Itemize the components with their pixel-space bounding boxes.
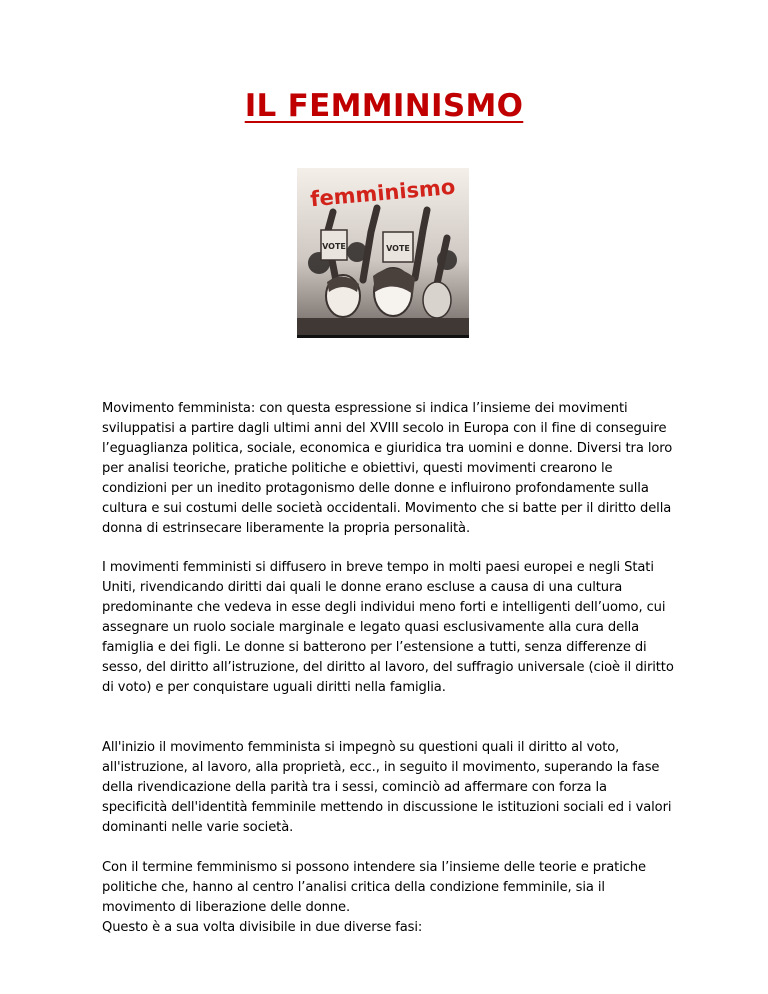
poster-caption: femminismo (309, 174, 457, 212)
sign-text-left: VOTE (322, 242, 346, 251)
feminism-poster-image (297, 168, 469, 338)
paragraph-1: Movimento femminista: con questa espressione si indica l’insieme dei movimenti sviluppatisi a partire dagli ultimi anni del XVIII secolo in Europa con il fine di conseguire l’eguaglianza politica, sociale, economica e giuridica tra uomini e donne. Diversi tra loro per analisi teoriche, pratiche politiche e obiettivi, questi movimenti crearono le condizioni per un inedito protagonismo delle donne e influirono profondamente sulla cultura e sui costumi delle società occidentali. Movimento che si batte per il diritto della donna di estrinsecare liberamente la propria personalità. (102, 401, 673, 536)
paragraph-4: Con il termine femminismo si possono intendere sia l’insieme delle teorie e pratiche politiche che, hanno al centro l’analisi critica della condizione femminile, sia il movimento di liberazione delle donne. Questo è a sua volta divisibile in due diverse fasi: (102, 860, 647, 935)
paragraph-2: I movimenti femministi si diffusero in breve tempo in molti paesi europei e negli Stati Uniti, rivendicando diritti dai quali le donne erano escluse a causa di una cultura predominante che vedeva in esse degli individui meno forti e intelligenti dell’uomo, cui assegnare un ruolo sociale marginale e legato quasi esclusivamente alla cura della famiglia e dei figli. Le donne si batterono per l’estensione a tutti, senza differenze di sesso, del diritto all’istruzione, del diritto al lavoro, del suffragio universale (cioè il diritto di voto) e per conquistare uguali diritti nella famiglia. (102, 560, 674, 695)
sign-text-right: VOTE (386, 244, 410, 253)
poster-illustration (297, 168, 469, 335)
page-title: IL FEMMINISMO (244, 88, 524, 124)
paragraph-3: All'inizio il movimento femminista si impegnò su questioni quali il diritto al voto, all'istruzione, al lavoro, alla proprietà, ecc., in seguito il movimento, superando la fase della rivendicazione della parità tra i sessi, cominciò ad affermare con forza la specificità dell'identità femminile mettendo in discussione le istituzioni sociali ed i valori dominanti nelle varie società. (102, 740, 672, 835)
